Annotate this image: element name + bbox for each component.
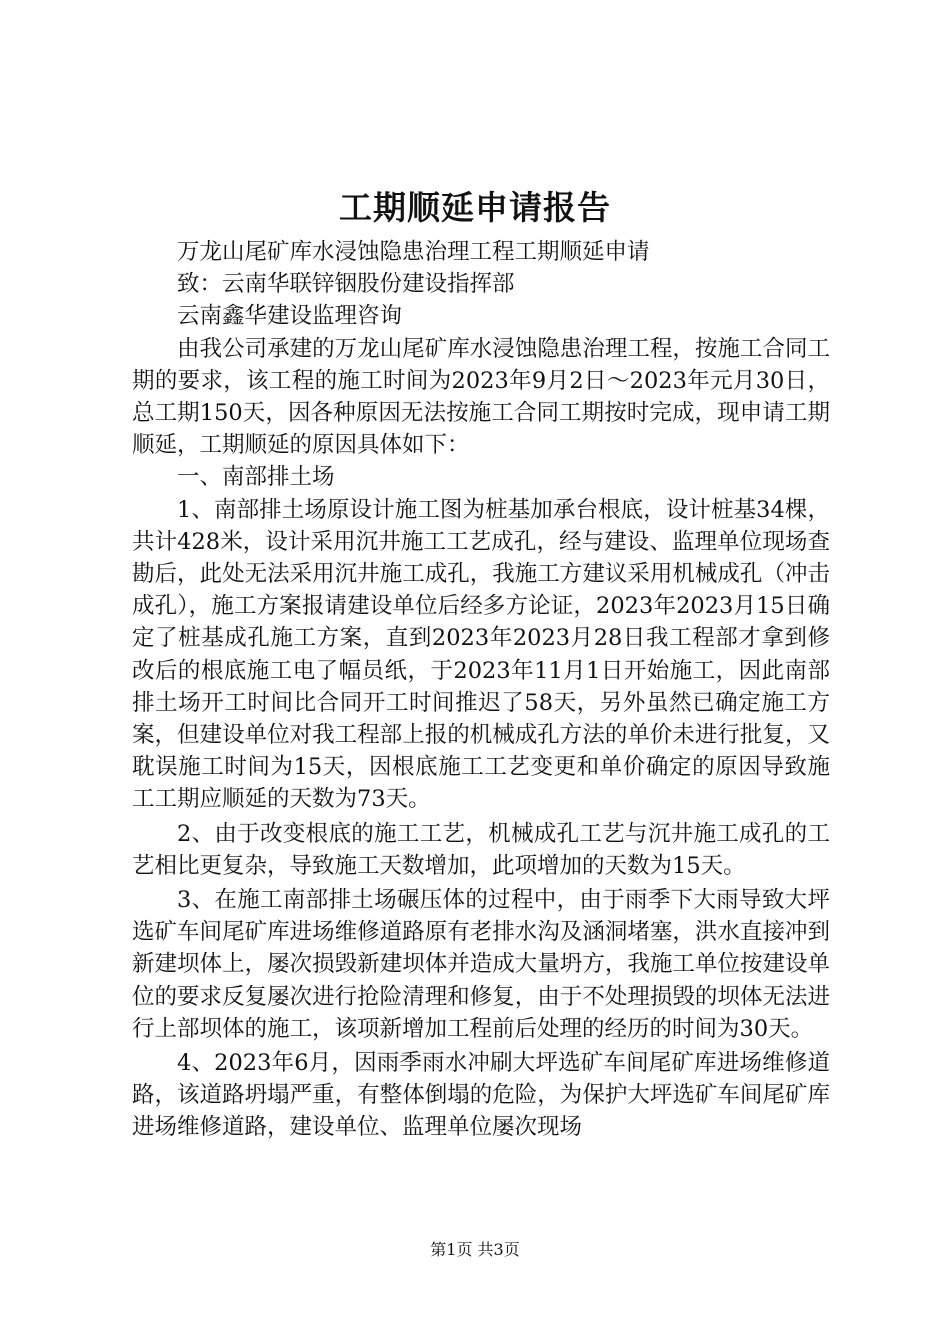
recipient-line: 致：云南华联锌铟股份建设指挥部 bbox=[177, 271, 515, 298]
section-heading: 一、南部排土场 bbox=[177, 464, 335, 491]
page-footer: 第1页 共3页 bbox=[430, 1240, 520, 1259]
reason-paragraph-1: 1、南部排土场原设计施工图为桩基加承台根底，设计桩基34棵，共计428米，设计采用沉井施工工艺成孔，经与建设、监理单位现场查勘后，此处无法采用沉井施工成孔，我施工方建议采用机械成孔（冲击成孔），施工方案报请建设单位后经多方论证，2023年2023月15日确定了桩基成孔施工方案，直到2023年2023月28日我工程部才拿到修改后的根底施工电了幅员纸，于2023年11月1日开始施工，因此南部排土场开工时间比合同开工时间推迟了58天，另外虽然已确定施工方案，但建设单位对我工程部上报的机械成孔方法的单价未进行批复，又耽误施工时间为15天，因根底施工工艺变更和单价确定的原因导致施工工期应顺延的天数为73天。 bbox=[132, 496, 830, 813]
project-name-line: 万龙山尾矿库水浸蚀隐患治理工程工期顺延申请 bbox=[177, 239, 650, 265]
supervisor-line: 云南鑫华建设监理咨询 bbox=[177, 303, 403, 330]
intro-paragraph: 由我公司承建的万龙山尾矿库水浸蚀隐患治理工程，按施工合同工期的要求，该工程的施工时间为2023年9月2日～2023年元月30日，总工期150天，因各种原因无法按施工合同工期按时完成，现申请工期顺延，工期顺延的原因具体如下： bbox=[132, 335, 830, 459]
reason-paragraph-2: 2、由于改变根底的施工工艺，机械成孔工艺与沉井施工成孔的工艺相比更复杂，导致施工天数增加，此项增加的天数为15天。 bbox=[132, 820, 830, 879]
document-body bbox=[132, 236, 830, 1144]
reason-paragraph-4: 4、2023年6月，因雨季雨水冲刷大坪选矿车间尾矿库进场维修道路，该道路坍塌严重，有整体倒塌的危险，为保护大坪选矿车间尾矿库进场维修道路，建设单位、监理单位屡次现场 bbox=[132, 1050, 830, 1141]
document-title: 工期顺延申请报告 bbox=[339, 188, 611, 227]
reason-paragraph-3: 3、在施工南部排土场碾压体的过程中，由于雨季下大雨导致大坪选矿车间尾矿库进场维修道路原有老排水沟及涵洞堵塞，洪水直接冲到新建坝体上，屡次损毁新建坝体并造成大量坍方，我施工单位按建设单位的要求反复屡次进行抢险清理和修复，由于不处理损毁的坝体无法进行上部坝体的施工，该项新增加工程前后处理的经历的时间为30天。 bbox=[132, 887, 830, 1042]
